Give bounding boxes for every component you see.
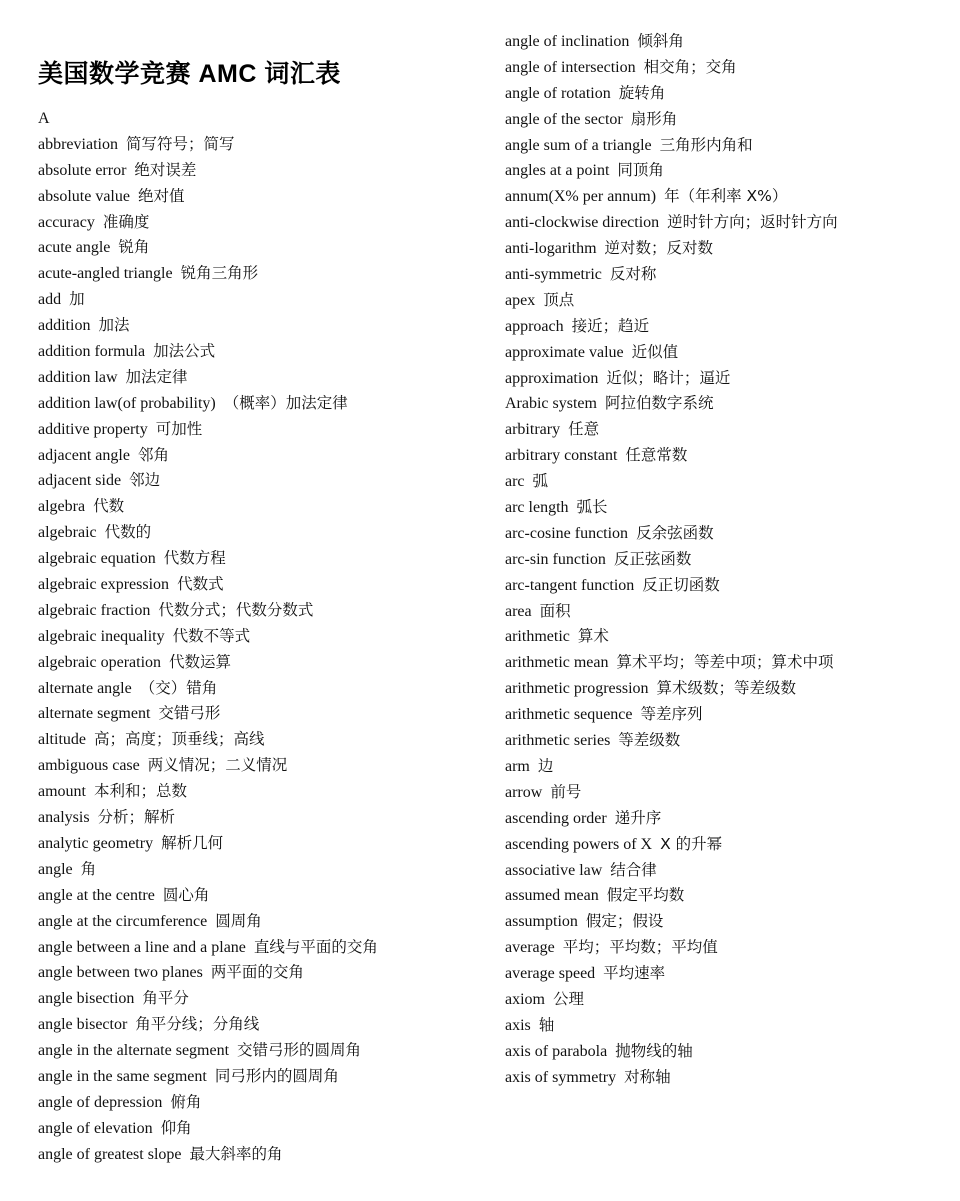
page-title: 美国数学竞赛 AMC 词汇表 bbox=[38, 60, 341, 88]
entry-chinese-term: 三角形内角和 bbox=[659, 135, 753, 154]
entry-english-term: addition law bbox=[38, 368, 118, 386]
glossary-entry bbox=[505, 236, 838, 262]
glossary-entry bbox=[505, 987, 838, 1013]
entry-english-term: angle in the alternate segment bbox=[38, 1042, 230, 1060]
entry-english-term: anti-clockwise direction bbox=[505, 214, 660, 232]
entry-chinese-term: 代数运算 bbox=[169, 652, 232, 671]
entry-chinese-term: 任意常数 bbox=[625, 446, 688, 465]
glossary-entry bbox=[505, 391, 838, 417]
entry-english-term: algebraic equation bbox=[38, 550, 156, 568]
entry-chinese-term: 轴 bbox=[538, 1015, 555, 1034]
entry-chinese-term: 绝对误差 bbox=[134, 160, 197, 179]
entry-chinese-term: 同弓形内的圆周角 bbox=[214, 1066, 339, 1085]
glossary-entry bbox=[38, 1012, 378, 1038]
entry-english-term: arbitrary bbox=[505, 421, 561, 439]
entry-english-term: ascending order bbox=[505, 809, 607, 827]
entry-english-term: acute angle bbox=[38, 239, 111, 257]
entry-chinese-term: 分析；解析 bbox=[97, 808, 176, 827]
entry-english-term: altitude bbox=[38, 731, 86, 749]
glossary-entry bbox=[505, 832, 838, 858]
entry-english-term: assumption bbox=[505, 913, 578, 931]
entry-chinese-term: 面积 bbox=[539, 601, 571, 620]
entry-english-term: angle of elevation bbox=[38, 1119, 153, 1137]
glossary-entry bbox=[38, 805, 378, 831]
entry-chinese-term: 算术 bbox=[577, 627, 609, 646]
glossary-entry bbox=[505, 133, 838, 159]
entry-chinese-term: 假定；假设 bbox=[585, 912, 664, 931]
glossary-entry bbox=[505, 314, 838, 340]
entry-english-term: arc length bbox=[505, 499, 569, 517]
entry-english-term: angle bisector bbox=[38, 1016, 128, 1034]
entry-english-term: adjacent angle bbox=[38, 446, 130, 464]
entry-english-term: angle between two planes bbox=[38, 964, 203, 982]
entry-english-term: algebraic bbox=[38, 524, 97, 542]
entry-chinese-term: 俯角 bbox=[170, 1092, 202, 1111]
glossary-entry bbox=[38, 727, 378, 753]
entry-chinese-term: 弧长 bbox=[576, 498, 608, 517]
glossary-entry bbox=[38, 287, 378, 313]
glossary-entry bbox=[38, 1116, 378, 1142]
glossary-entry bbox=[38, 831, 378, 857]
entry-english-term: axis bbox=[505, 1016, 531, 1034]
entry-english-term: assumed mean bbox=[505, 887, 599, 905]
glossary-entry bbox=[38, 598, 378, 624]
entry-chinese-term: 近似；略计；逼近 bbox=[606, 368, 731, 387]
entry-chinese-term: 边 bbox=[537, 756, 554, 775]
entry-chinese-term: 代数式 bbox=[177, 575, 224, 594]
glossary-entry bbox=[505, 1039, 838, 1065]
entry-english-term: approximate value bbox=[505, 343, 624, 361]
entry-english-term: analysis bbox=[38, 809, 90, 827]
glossary-entry bbox=[505, 521, 838, 547]
entry-english-term: apex bbox=[505, 291, 536, 309]
entry-english-term: absolute value bbox=[38, 187, 130, 205]
entry-english-term: axis of parabola bbox=[505, 1042, 608, 1060]
entry-chinese-term: 等差序列 bbox=[640, 705, 703, 724]
entry-chinese-term: 顶点 bbox=[543, 290, 575, 309]
entry-english-term: algebraic expression bbox=[38, 576, 170, 594]
entry-chinese-term: 前号 bbox=[550, 782, 582, 801]
glossary-entry bbox=[38, 468, 378, 494]
entry-english-term: algebra bbox=[38, 498, 86, 516]
glossary-entry bbox=[505, 443, 838, 469]
glossary-entry bbox=[38, 365, 378, 391]
entry-english-term: arithmetic bbox=[505, 628, 570, 646]
glossary-entry bbox=[505, 728, 838, 754]
glossary-entry bbox=[38, 1038, 378, 1064]
entry-chinese-term: 公理 bbox=[553, 989, 585, 1008]
glossary-entry bbox=[505, 1013, 838, 1039]
glossary-entry bbox=[38, 494, 378, 520]
entry-english-term: angle bbox=[38, 860, 73, 878]
entry-english-term: arm bbox=[505, 757, 530, 775]
glossary-entry bbox=[38, 909, 378, 935]
glossary-entry bbox=[38, 210, 378, 236]
entry-english-term: angle at the circumference bbox=[38, 912, 208, 930]
glossary-entry bbox=[505, 702, 838, 728]
glossary-entry bbox=[38, 935, 378, 961]
entry-english-term: angle of the sector bbox=[505, 110, 623, 128]
entry-chinese-term: 平均；平均数；平均值 bbox=[562, 938, 718, 957]
glossary-entry bbox=[505, 81, 838, 107]
glossary-entry bbox=[38, 184, 378, 210]
entry-chinese-term: 任意 bbox=[568, 420, 600, 439]
entry-english-term: axiom bbox=[505, 990, 545, 1008]
glossary-entry bbox=[38, 261, 378, 287]
entry-chinese-term: 代数的 bbox=[104, 523, 152, 542]
entry-chinese-term: 反余弦函数 bbox=[636, 523, 714, 542]
glossary-entry bbox=[38, 676, 378, 702]
entry-chinese-term: 反正弦函数 bbox=[613, 549, 692, 568]
entry-english-term: angle between a line and a plane bbox=[38, 938, 246, 956]
entry-english-term: algebraic inequality bbox=[38, 627, 165, 645]
entry-chinese-term: 平均速率 bbox=[603, 964, 666, 983]
entry-english-term: angle sum of a triangle bbox=[505, 136, 652, 154]
entry-chinese-term: 准确度 bbox=[102, 212, 150, 231]
entry-chinese-term: 扇形角 bbox=[630, 109, 678, 128]
glossary-entry bbox=[38, 960, 378, 986]
glossary-entry bbox=[38, 443, 378, 469]
entry-chinese-term: 最大斜率的角 bbox=[189, 1144, 283, 1163]
glossary-entry bbox=[505, 1065, 838, 1091]
glossary-entry bbox=[38, 132, 378, 158]
entry-chinese-term: 算术平均；等差中项；算术中项 bbox=[616, 653, 834, 672]
entry-english-term: alternate angle bbox=[38, 679, 132, 697]
glossary-entry bbox=[38, 572, 378, 598]
entry-english-term: arithmetic mean bbox=[505, 654, 609, 672]
glossary-entry bbox=[38, 857, 378, 883]
glossary-entry bbox=[505, 650, 838, 676]
right-entry-list bbox=[505, 29, 838, 1091]
entry-chinese-term: 加法 bbox=[98, 316, 130, 335]
entry-english-term: ascending powers of X bbox=[505, 835, 653, 853]
glossary-entry bbox=[505, 573, 838, 599]
glossary-entry bbox=[505, 288, 838, 314]
entry-english-term: analytic geometry bbox=[38, 834, 154, 852]
entry-chinese-term: 两平面的交角 bbox=[210, 963, 304, 982]
entry-english-term: angles at a point bbox=[505, 162, 610, 180]
glossary-entry bbox=[38, 779, 378, 805]
entry-english-term: average bbox=[505, 939, 555, 957]
entry-chinese-term: 解析几何 bbox=[161, 833, 224, 852]
glossary-entry bbox=[38, 235, 378, 261]
entry-chinese-term: 加 bbox=[69, 290, 85, 309]
glossary-entry bbox=[505, 624, 838, 650]
entry-english-term: average speed bbox=[505, 965, 596, 983]
entry-english-term: anti-logarithm bbox=[505, 240, 597, 258]
entry-chinese-term: （概率）加法定律 bbox=[223, 393, 348, 412]
entry-chinese-term: 抛物线的轴 bbox=[615, 1041, 693, 1060]
glossary-entry bbox=[505, 210, 838, 236]
entry-chinese-term: 代数 bbox=[93, 497, 125, 516]
glossary-entry bbox=[505, 340, 838, 366]
entry-chinese-term: 本利和；总数 bbox=[94, 782, 188, 801]
glossary-entry bbox=[505, 547, 838, 573]
entry-chinese-term: 简写符号；简写 bbox=[125, 134, 235, 153]
glossary-entry bbox=[505, 158, 838, 184]
entry-chinese-term: 高；高度；顶垂线；高线 bbox=[93, 730, 265, 749]
glossary-entry bbox=[38, 1090, 378, 1116]
entry-chinese-term: 邻角 bbox=[137, 445, 169, 464]
entry-chinese-term: 圆心角 bbox=[162, 885, 210, 904]
entry-english-term: arithmetic series bbox=[505, 732, 611, 750]
entry-english-term: annum(X% per annum) bbox=[505, 188, 657, 206]
glossary-entry bbox=[38, 986, 378, 1012]
entry-english-term: arrow bbox=[505, 783, 543, 801]
glossary-entry bbox=[505, 935, 838, 961]
entry-chinese-term: 绝对值 bbox=[137, 186, 185, 205]
entry-english-term: additive property bbox=[38, 420, 148, 438]
glossary-entry bbox=[38, 417, 378, 443]
entry-chinese-term: 直线与平面的交角 bbox=[253, 937, 378, 956]
entry-chinese-term: 近似值 bbox=[631, 342, 679, 361]
glossary-entry bbox=[38, 520, 378, 546]
glossary-entry bbox=[505, 754, 838, 780]
entry-chinese-term: 倾斜角 bbox=[637, 32, 684, 50]
glossary-entry bbox=[505, 107, 838, 133]
entry-english-term: angle at the centre bbox=[38, 886, 155, 904]
entry-english-term: absolute error bbox=[38, 161, 127, 179]
glossary-entry bbox=[505, 961, 838, 987]
entry-chinese-term: 旋转角 bbox=[618, 83, 666, 102]
entry-english-term: accuracy bbox=[38, 213, 95, 231]
entry-english-term: angle bisection bbox=[38, 990, 135, 1008]
glossary-entry bbox=[38, 753, 378, 779]
entry-english-term: acute-angled triangle bbox=[38, 265, 173, 283]
entry-chinese-term: 可加性 bbox=[155, 419, 203, 438]
entry-chinese-term: 代数分式；代数分数式 bbox=[158, 600, 314, 619]
entry-english-term: arc-cosine function bbox=[505, 524, 629, 542]
entry-english-term: axis of symmetry bbox=[505, 1068, 617, 1086]
glossary-entry bbox=[38, 1142, 378, 1168]
entry-english-term: alternate segment bbox=[38, 705, 151, 723]
entry-english-term: amount bbox=[38, 783, 86, 801]
glossary-entry bbox=[38, 158, 378, 184]
entry-english-term: arc bbox=[505, 473, 525, 491]
entry-chinese-term: 对称轴 bbox=[624, 1067, 671, 1086]
entry-chinese-term: 锐角 bbox=[118, 238, 150, 257]
entry-english-term: adjacent side bbox=[38, 472, 122, 490]
entry-english-term: angle of greatest slope bbox=[38, 1145, 182, 1163]
entry-english-term: arc-sin function bbox=[505, 550, 606, 568]
glossary-entry bbox=[505, 780, 838, 806]
glossary-entry bbox=[505, 858, 838, 884]
entry-chinese-term: 递升序 bbox=[614, 808, 662, 827]
entry-english-term: area bbox=[505, 602, 532, 620]
entry-english-term: addition formula bbox=[38, 343, 146, 361]
entry-chinese-term: 锐角三角形 bbox=[180, 264, 259, 283]
entry-chinese-term: 相交角；交角 bbox=[643, 57, 737, 76]
entry-chinese-term: 代数不等式 bbox=[172, 626, 251, 645]
entry-chinese-term: 角平分 bbox=[142, 989, 189, 1008]
entry-english-term: algebraic fraction bbox=[38, 601, 151, 619]
glossary-entry bbox=[505, 29, 838, 55]
entry-english-term: arc-tangent function bbox=[505, 576, 635, 594]
entry-chinese-term: X 的升幂 bbox=[660, 834, 723, 853]
entry-english-term: angle in the same segment bbox=[38, 1067, 207, 1085]
entry-english-term: add bbox=[38, 291, 62, 309]
entry-chinese-term: 角平分线；分角线 bbox=[135, 1015, 260, 1034]
entry-chinese-term: 逆时针方向；返时针方向 bbox=[667, 213, 838, 232]
entry-chinese-term: 结合律 bbox=[610, 860, 657, 879]
glossary-entry bbox=[38, 339, 378, 365]
entry-chinese-term: 阿拉伯数字系统 bbox=[604, 394, 714, 413]
entry-english-term: algebraic operation bbox=[38, 653, 162, 671]
entry-english-term: approach bbox=[505, 317, 564, 335]
entry-english-term: arithmetic sequence bbox=[505, 706, 633, 724]
entry-english-term: addition law(of probability) bbox=[38, 394, 216, 412]
entry-chinese-term: 两义情况；二义情况 bbox=[147, 756, 288, 775]
entry-english-term: abbreviation bbox=[38, 135, 118, 153]
glossary-entry bbox=[505, 55, 838, 81]
entry-chinese-term: 邻边 bbox=[129, 471, 161, 490]
entry-english-term: angle of intersection bbox=[505, 58, 636, 76]
entry-chinese-term: 交错弓形的圆周角 bbox=[237, 1041, 362, 1060]
glossary-entry bbox=[38, 650, 378, 676]
entry-english-term: Arabic system bbox=[505, 395, 597, 413]
entry-chinese-term: 弧 bbox=[532, 472, 549, 491]
entry-english-term: approximation bbox=[505, 369, 599, 387]
entry-chinese-term: 年（年利率 X%） bbox=[664, 187, 788, 206]
entry-chinese-term: 仰角 bbox=[160, 1118, 192, 1137]
entry-chinese-term: 假定平均数 bbox=[606, 886, 685, 905]
entry-chinese-term: 算术级数；等差级数 bbox=[656, 679, 797, 698]
entry-chinese-term: 交错弓形 bbox=[158, 704, 221, 723]
entry-chinese-term: 加法公式 bbox=[153, 342, 216, 361]
entry-english-term: angle of depression bbox=[38, 1093, 163, 1111]
entry-english-term: angle of rotation bbox=[505, 84, 611, 102]
entry-english-term: associative law bbox=[505, 861, 603, 879]
glossary-entry bbox=[505, 495, 838, 521]
glossary-entry bbox=[38, 313, 378, 339]
entry-chinese-term: 反对称 bbox=[609, 265, 657, 284]
entry-chinese-term: 接近；趋近 bbox=[571, 316, 650, 335]
left-entry-list bbox=[38, 106, 378, 1168]
entry-english-term: angle of inclination bbox=[505, 33, 630, 50]
glossary-entry bbox=[505, 883, 838, 909]
glossary-entry bbox=[38, 624, 378, 650]
entry-chinese-term: 逆对数；反对数 bbox=[604, 239, 714, 258]
glossary-entry bbox=[505, 262, 838, 288]
entry-chinese-term: 反正切函数 bbox=[642, 575, 720, 594]
glossary-entry bbox=[38, 701, 378, 727]
entry-chinese-term: 加法定律 bbox=[125, 367, 188, 386]
glossary-entry bbox=[38, 391, 378, 417]
entry-english-term: arithmetic progression bbox=[505, 680, 649, 698]
entry-english-term: anti-symmetric bbox=[505, 266, 602, 284]
entry-chinese-term: 圆周角 bbox=[215, 911, 262, 930]
entry-chinese-term: 等差级数 bbox=[618, 731, 681, 750]
glossary-entry bbox=[505, 184, 838, 210]
entry-english-term: ambiguous case bbox=[38, 757, 140, 775]
glossary-entry bbox=[505, 469, 838, 495]
glossary-entry bbox=[505, 676, 838, 702]
section-letter: A bbox=[38, 110, 50, 127]
glossary-entry bbox=[505, 599, 838, 625]
glossary-entry bbox=[505, 417, 838, 443]
entry-chinese-term: 代数方程 bbox=[163, 549, 226, 568]
glossary-entry bbox=[38, 1064, 378, 1090]
glossary-entry bbox=[38, 883, 378, 909]
entry-english-term: addition bbox=[38, 317, 91, 335]
entry-chinese-term: （交）错角 bbox=[139, 678, 218, 697]
entry-chinese-term: 角 bbox=[80, 859, 97, 878]
entry-english-term: arbitrary constant bbox=[505, 447, 618, 465]
glossary-entry bbox=[38, 546, 378, 572]
glossary-entry bbox=[505, 909, 838, 935]
glossary-entry bbox=[505, 366, 838, 392]
entry-chinese-term: 同顶角 bbox=[617, 161, 664, 180]
glossary-entry bbox=[505, 806, 838, 832]
